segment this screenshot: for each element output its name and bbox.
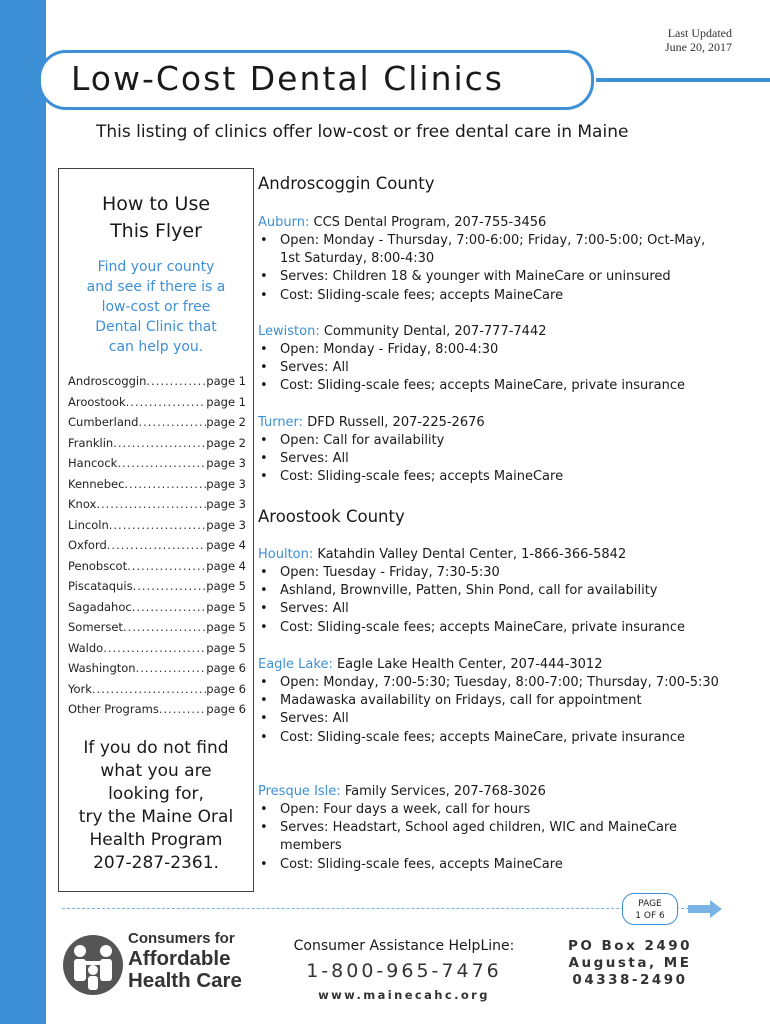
clinic-name-phone: CCS Dental Program, 207-755-3456 xyxy=(313,215,547,230)
left-accent-bar xyxy=(0,0,46,1024)
clinic-detail-item: • Open: Four days a week, call for hours xyxy=(258,801,728,819)
county-index-name: Penobscot xyxy=(68,558,128,573)
clinic-detail-item: • Serves: All xyxy=(258,359,728,377)
page-subtitle: This listing of clinics offer low-cost or free dental care in Maine xyxy=(96,122,629,142)
clinic-name-phone: Katahdin Valley Dental Center, 1-866-366-5842 xyxy=(317,547,627,562)
county-index-page: page 5 xyxy=(206,579,246,593)
county-index-item[interactable] xyxy=(68,556,246,577)
clinic-details xyxy=(258,341,728,396)
clinic-detail-item: • Madawaska availability on Fridays, call for appointment xyxy=(258,692,728,710)
clinic-name-phone: Eagle Lake Health Center, 207-444-3012 xyxy=(336,657,603,672)
county-index-page: page 6 xyxy=(206,681,246,696)
county-index-name: Hancock xyxy=(68,456,118,470)
clinic-city: Presque Isle: xyxy=(258,784,341,799)
dot-leader xyxy=(132,597,207,618)
county-heading-androscoggin: Androscoggin County xyxy=(258,174,435,193)
county-index-item[interactable] xyxy=(68,433,246,454)
county-index-page: page 3 xyxy=(206,517,246,532)
clinic-detail-item: • Open: Monday - Thursday, 7:00-6:00; Friday, 7:00-5:00; Oct-May, 1st Saturday, 8:00-4:30 xyxy=(258,232,728,268)
address-line: Augusta, ME xyxy=(568,955,692,971)
county-index-name: Aroostook xyxy=(68,394,126,409)
website-link[interactable]: www.mainecahc.org xyxy=(318,988,490,1002)
clinic-header xyxy=(258,546,728,564)
clinic-header xyxy=(258,414,728,432)
county-index-item[interactable] xyxy=(68,679,246,700)
county-index-page: page 3 xyxy=(206,476,246,491)
county-index-name: Sagadahoc xyxy=(68,599,132,614)
county-index-name: Androscoggin xyxy=(68,374,147,388)
county-index-item[interactable] xyxy=(68,371,246,392)
how-to-use-line: How to Use xyxy=(101,193,211,215)
county-index-item[interactable] xyxy=(68,597,246,618)
clinic-city: Auburn: xyxy=(258,215,310,230)
dot-leader xyxy=(117,453,206,474)
clinic-city: Lewiston: xyxy=(258,324,320,339)
if-not-found-line: Health Program xyxy=(89,830,223,850)
clinic-details xyxy=(258,801,728,874)
clinic-city: Turner: xyxy=(258,415,304,430)
county-index-item[interactable] xyxy=(68,494,246,515)
clinic-details xyxy=(258,674,728,747)
county-index-name: Knox xyxy=(68,497,97,511)
clinic-detail-item: • Open: Monday, 7:00-5:30; Tuesday, 8:00-7:00; Thursday, 7:00-5:30 xyxy=(258,674,728,692)
clinic-details xyxy=(258,432,728,487)
clinic-name-phone: Community Dental, 207-777-7442 xyxy=(323,324,547,339)
page-badge-count: 1 OF 6 xyxy=(635,911,665,921)
dot-leader xyxy=(92,679,206,700)
dot-leader xyxy=(109,515,207,536)
county-index-name: Waldo xyxy=(68,640,104,655)
family-logo-icon xyxy=(62,934,124,996)
clinic-houlton xyxy=(258,546,728,637)
if-not-found-phone: 207-287-2361. xyxy=(93,853,219,873)
county-index-item[interactable] xyxy=(68,617,246,638)
find-county-line: can help you. xyxy=(108,339,204,355)
clinic-detail-item: • Cost: Sliding-scale fees, accepts MaineCare xyxy=(258,856,728,874)
clinic-detail-item: • Open: Tuesday - Friday, 7:30-5:30 xyxy=(258,564,728,582)
county-index-page: page 2 xyxy=(206,415,246,429)
if-not-found-line: If you do not find xyxy=(83,738,229,758)
county-index-item[interactable] xyxy=(68,699,246,720)
county-index-name: Franklin xyxy=(68,435,114,450)
dot-leader xyxy=(126,392,207,413)
county-index-page: page 4 xyxy=(206,538,246,552)
helpline-phone[interactable]: 1-800-965-7476 xyxy=(306,960,502,982)
clinic-detail-item: • Cost: Sliding-scale fees; accepts MaineCare xyxy=(258,287,728,305)
county-index-page: page 6 xyxy=(206,661,246,675)
find-county-line: Find your county xyxy=(97,259,215,275)
how-to-use-sidebar xyxy=(58,168,254,892)
clinic-detail-item: • Ashland, Brownville, Patten, Shin Pond, call for availability xyxy=(258,582,728,600)
how-to-use-heading xyxy=(59,191,253,245)
clinic-name-phone: Family Services, 207-768-3026 xyxy=(344,784,546,799)
mailing-address xyxy=(560,938,700,989)
next-page-arrow-icon xyxy=(688,899,722,919)
if-not-found-line: try the Maine Oral xyxy=(78,807,234,827)
dot-leader xyxy=(107,535,207,556)
county-index-page: page 3 xyxy=(206,456,246,470)
clinic-presque-isle xyxy=(258,783,728,874)
county-index-page: page 5 xyxy=(206,620,246,634)
clinic-detail-item: • Serves: All xyxy=(258,600,728,618)
clinic-header xyxy=(258,214,728,232)
dot-leader xyxy=(113,433,206,454)
county-index-item[interactable] xyxy=(68,535,246,556)
county-index-name: Lincoln xyxy=(68,517,109,532)
county-index-item[interactable] xyxy=(68,453,246,474)
clinic-detail-item: • Cost: Sliding-scale fees; accepts MaineCare, private insurance xyxy=(258,377,728,395)
page-badge-label: PAGE xyxy=(638,899,662,909)
county-index-item[interactable] xyxy=(68,658,246,679)
clinic-detail-item: • Open: Monday - Friday, 8:00-4:30 xyxy=(258,341,728,359)
clinic-name-phone: DFD Russell, 207-225-2676 xyxy=(307,415,485,430)
helpline-label: Consumer Assistance HelpLine: xyxy=(293,938,515,954)
dot-leader xyxy=(133,576,207,597)
last-updated xyxy=(640,26,732,54)
county-index-item[interactable] xyxy=(68,576,246,597)
dot-leader xyxy=(136,658,207,679)
dot-leader xyxy=(124,474,206,495)
county-index-name: Oxford xyxy=(68,538,107,552)
clinic-header xyxy=(258,783,728,801)
page-title: Low-Cost Dental Clinics xyxy=(71,59,504,98)
clinic-turner xyxy=(258,414,728,487)
county-index-item[interactable] xyxy=(68,392,246,413)
clinic-eagle-lake xyxy=(258,656,728,747)
clinic-detail-item: • Cost: Sliding-scale fees; accepts MaineCare xyxy=(258,468,728,486)
county-index-item[interactable] xyxy=(68,474,246,495)
find-county-line: low-cost or free xyxy=(101,299,211,315)
county-index-page: page 5 xyxy=(206,640,246,655)
county-index-name: Kennebec xyxy=(68,476,125,491)
address-line: PO Box 2490 xyxy=(567,938,693,954)
how-to-use-line: This Flyer xyxy=(110,220,202,242)
footer-divider xyxy=(62,908,694,909)
dot-leader xyxy=(146,371,206,392)
county-index xyxy=(68,371,246,720)
last-updated-date: June 20, 2017 xyxy=(665,40,732,54)
find-county-text xyxy=(59,257,253,357)
county-heading-aroostook: Aroostook County xyxy=(258,507,405,526)
dot-leader xyxy=(103,638,206,659)
clinic-details xyxy=(258,232,728,305)
clinic-detail-item: • Serves: Children 18 & younger with MaineCare or uninsured xyxy=(258,268,728,286)
logo-line: Affordable xyxy=(128,947,231,970)
county-index-item[interactable] xyxy=(68,638,246,659)
county-index-page: page 1 xyxy=(206,374,246,388)
county-index-name: Washington xyxy=(68,661,136,675)
clinic-header xyxy=(258,323,728,341)
county-index-page: page 5 xyxy=(206,599,246,614)
find-county-line: Dental Clinic that xyxy=(95,319,217,335)
address-line: 04338-2490 xyxy=(572,972,688,988)
helpline-block xyxy=(276,936,532,1004)
clinic-detail-item: • Open: Call for availability xyxy=(258,432,728,450)
clinic-details xyxy=(258,564,728,637)
find-county-line: and see if there is a xyxy=(86,279,226,295)
county-index-page: page 4 xyxy=(206,558,246,573)
county-index-name: Cumberland xyxy=(68,415,139,429)
county-index-name: Piscataquis xyxy=(68,579,133,593)
if-not-found-line: what you are xyxy=(100,761,212,781)
title-banner xyxy=(38,50,594,110)
page-number-badge xyxy=(622,893,678,925)
dot-leader xyxy=(127,556,206,577)
dot-leader xyxy=(159,699,206,720)
county-index-page: page 6 xyxy=(206,702,246,716)
county-index-item[interactable] xyxy=(68,412,246,433)
clinic-detail-item: • Serves: All xyxy=(258,710,728,728)
clinic-city: Houlton: xyxy=(258,547,314,562)
county-index-page: page 2 xyxy=(206,435,246,450)
county-index-name: Somerset xyxy=(68,620,123,634)
clinic-city: Eagle Lake: xyxy=(258,657,333,672)
clinic-auburn xyxy=(258,214,728,305)
county-index-page: page 3 xyxy=(206,497,246,511)
county-index-name: Other Programs xyxy=(68,702,159,716)
dot-leader xyxy=(138,412,206,433)
title-rule xyxy=(596,78,770,82)
county-index-name: York xyxy=(68,681,92,696)
clinic-detail-item: • Serves: All xyxy=(258,450,728,468)
clinic-header xyxy=(258,656,728,674)
clinic-lewiston xyxy=(258,323,728,396)
logo-line: Health Care xyxy=(128,969,242,992)
dot-leader xyxy=(123,617,206,638)
if-not-found-text xyxy=(59,737,253,875)
county-index-item[interactable] xyxy=(68,515,246,536)
clinic-detail-item: • Cost: Sliding-scale fees; accepts MaineCare, private insurance xyxy=(258,729,728,747)
county-index-page: page 1 xyxy=(206,394,246,409)
if-not-found-line: looking for, xyxy=(108,784,204,804)
last-updated-label: Last Updated xyxy=(667,26,732,40)
clinic-detail-item: • Serves: Headstart, School aged children, WIC and MaineCare members xyxy=(258,819,728,855)
clinic-detail-item: • Cost: Sliding-scale fees; accepts MaineCare, private insurance xyxy=(258,619,728,637)
dot-leader xyxy=(96,494,206,515)
logo-line: Consumers for xyxy=(128,930,235,947)
organization-logo-text xyxy=(128,930,242,992)
